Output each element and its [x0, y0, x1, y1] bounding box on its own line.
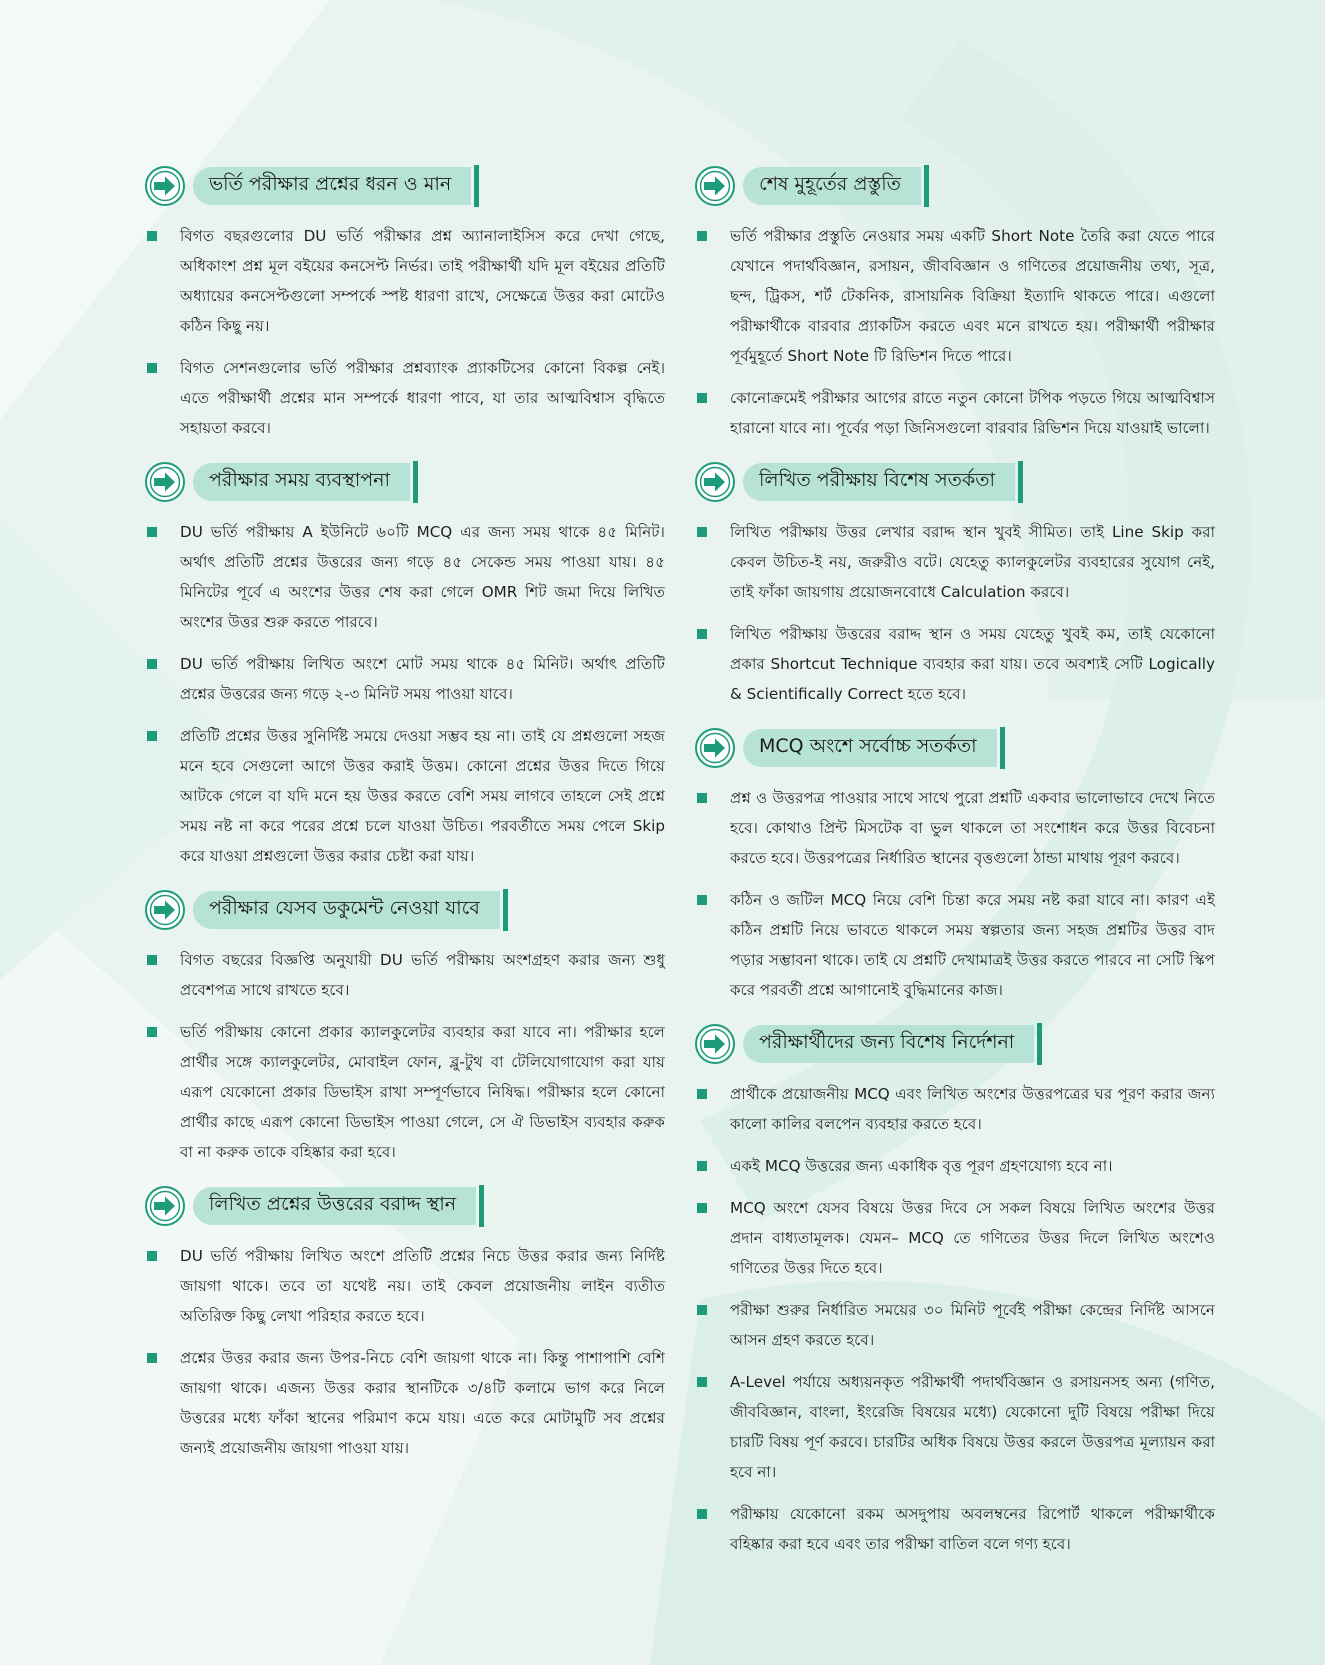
list-item — [145, 721, 665, 871]
list-item — [695, 221, 1215, 371]
section-title: পরীক্ষার যেসব ডকুমেন্ট নেওয়া যাবে — [193, 891, 500, 929]
green-square-bullet-icon — [147, 1353, 157, 1363]
green-square-bullet-icon — [697, 1509, 707, 1519]
left-column — [145, 165, 665, 1481]
green-square-bullet-icon — [147, 659, 157, 669]
list-item-text: DU ভর্তি পরীক্ষায় A ইউনিটে ৬০টি MCQ এর জন্য সময় থাকে ৪৫ মিনিট। অর্থাৎ প্রতিটি প্রশ্নের উত্তরের জন্য গড়ে ৪৫ সেকেন্ড সময় পাওয়া যায়। ৪৫ মিনিটের পূর্বে এ অংশের উত্তর শেষ করা গেলে OMR শিট জমা দিয়ে লিখিত অংশের উত্তর শুরু করতে পারবে। — [180, 523, 665, 631]
section-title: MCQ অংশে সর্বোচ্চ সতর্কতা — [743, 729, 997, 767]
list-item — [145, 517, 665, 637]
section — [145, 165, 665, 443]
green-square-bullet-icon — [697, 1203, 707, 1213]
list-item — [145, 353, 665, 443]
section-title: পরীক্ষার্থীদের জন্য বিশেষ নির্দেশনা — [743, 1025, 1034, 1063]
list-item-text: বিগত বছরের বিজ্ঞপ্তি অনুযায়ী DU ভর্তি পরীক্ষায় অংশগ্রহণ করার জন্য শুধু প্রবেশপত্র সাথে রাখতে হবে। — [180, 951, 665, 999]
list-item — [145, 945, 665, 1005]
list-item — [145, 1017, 665, 1167]
section-heading — [695, 461, 1215, 505]
list-item-text: DU ভর্তি পরীক্ষায় লিখিত অংশে প্রতিটি প্রশ্নের নিচে উত্তর করার জন্য নির্দিষ্ট জায়গা থাকে। তবে তা যথেষ্ট নয়। তাই কেবল প্রয়োজনীয় লাইন ব্যতীত অতিরিক্ত কিছু লেখা পরিহার করতে হবে। — [180, 1247, 665, 1325]
list-item — [145, 221, 665, 341]
list-item-text: প্রার্থীকে প্রয়োজনীয় MCQ এবং লিখিত অংশের উত্তরপত্রের ঘর পূরণ করার জন্য কালো কালির বলপেন ব্যবহার করতে হবে। — [730, 1085, 1215, 1133]
arrow-right-circle-icon — [145, 890, 185, 930]
green-square-bullet-icon — [697, 1305, 707, 1315]
bullet-list — [145, 1241, 665, 1463]
list-item-text: বিগত সেশনগুলোর ভর্তি পরীক্ষার প্রশ্নব্যাংক প্র্যাকটিসের কোনো বিকল্প নেই। এতে পরীক্ষার্থী প্রশ্নের মান সম্পর্কে ধারণা পাবে, যা তার আত্মবিশ্বাস বৃদ্ধিতে সহায়তা করবে। — [180, 359, 665, 437]
list-item — [145, 1241, 665, 1331]
list-item — [695, 1151, 1215, 1181]
list-item — [145, 1343, 665, 1463]
list-item-text: লিখিত পরীক্ষায় উত্তর লেখার বরাদ্দ স্থান খুবই সীমিত। তাই Line Skip করা কেবল উচিত-ই নয়, জরুরীও বটে। যেহেতু ক্যালকুলেটর ব্যবহারের সুযোগ নেই, তাই ফাঁকা জায়গায় প্রয়োজনবোধে Calculation করবে। — [730, 523, 1215, 601]
arrow-right-circle-icon — [695, 728, 735, 768]
list-item-text: কঠিন ও জটিল MCQ নিয়ে বেশি চিন্তা করে সময় নষ্ট করা যাবে না। কারণ এই কঠিন প্রশ্নটি নিয়ে ভাবতে থাকলে সময় স্বল্পতার জন্য সহজ প্রশ্নটির উত্তর বাদ পড়ার সম্ভাবনা থাকে। তাই যে প্রশ্নটি দেখামাত্রই উত্তর করতে পারবে না সেটি স্কিপ করে পরবর্তী প্রশ্নে আগানোই বুদ্ধিমানের কাজ। — [730, 891, 1215, 999]
section-title: লিখিত পরীক্ষায় বিশেষ সতর্কতা — [743, 463, 1015, 501]
section-title: লিখিত প্রশ্নের উত্তরের বরাদ্দ স্থান — [193, 1187, 476, 1225]
list-item — [695, 1499, 1215, 1559]
arrow-right-circle-icon — [695, 462, 735, 502]
list-item — [695, 1367, 1215, 1487]
green-square-bullet-icon — [697, 527, 707, 537]
list-item-text: একই MCQ উত্তরের জন্য একাধিক বৃত্ত পূরণ গ্রহণযোগ্য হবে না। — [730, 1157, 1113, 1175]
green-square-bullet-icon — [697, 793, 707, 803]
section — [695, 461, 1215, 709]
list-item — [695, 783, 1215, 873]
green-square-bullet-icon — [697, 1089, 707, 1099]
green-square-bullet-icon — [147, 731, 157, 741]
bullet-list — [145, 517, 665, 871]
list-item-text: প্রশ্ন ও উত্তরপত্র পাওয়ার সাথে সাথে পুরো প্রশ্নটি একবার ভালোভাবে দেখে নিতে হবে। কোথাও প্রিন্ট মিসটেক বা ভুল থাকলে তা সংশোধন করে উত্তর বিবেচনা করতে হবে। উত্তরপত্রের নির্ধারিত স্থানের বৃত্তগুলো ঠান্ডা মাথায় পূরণ করবে। — [730, 789, 1215, 867]
section — [145, 1185, 665, 1463]
green-square-bullet-icon — [147, 1251, 157, 1261]
list-item-text: ভর্তি পরীক্ষায় কোনো প্রকার ক্যালকুলেটর ব্যবহার করা যাবে না। পরীক্ষার হলে প্রার্থীর সঙ্গে ক্যালকুলেটর, মোবাইল ফোন, ব্লু-টুথ বা টেলিযোগাযোগ করা যায় এরূপ যেকোনো প্রকার ডিভাইস রাখা সম্পূর্ণভাবে নিষিদ্ধ। পরীক্ষার হলে কোনো প্রার্থীর কাছে এরূপ কোনো ডিভাইস পাওয়া গেলে, সে ঐ ডিভাইস ব্যবহার করুক বা না করুক তাকে বহিষ্কার করা হবে। — [180, 1023, 665, 1161]
section-heading — [145, 889, 665, 933]
green-square-bullet-icon — [147, 955, 157, 965]
list-item-text: A-Level পর্যায়ে অধ্যয়নকৃত পরীক্ষার্থী পদার্থবিজ্ঞান ও রসায়নসহ অন্য (গণিত, জীববিজ্ঞান, বাংলা, ইংরেজি বিষয়ের মধ্যে) যেকোনো দুটি বিষয়ে পরীক্ষা দিয়ে চারটি বিষয় পূর্ণ করবে। চারটির অধিক বিষয়ে উত্তর করলে উত্তরপত্র মূল্যায়ন করা হবে না। — [730, 1373, 1215, 1481]
section-title: পরীক্ষার সময় ব্যবস্থাপনা — [193, 463, 410, 501]
green-square-bullet-icon — [147, 1027, 157, 1037]
section-title: শেষ মুহূর্তের প্রস্তুতি — [743, 167, 921, 205]
section-heading — [145, 165, 665, 209]
section-heading — [695, 165, 1215, 209]
green-square-bullet-icon — [697, 393, 707, 403]
arrow-right-circle-icon — [145, 166, 185, 206]
green-square-bullet-icon — [697, 1377, 707, 1387]
list-item — [695, 1193, 1215, 1283]
arrow-right-circle-icon — [145, 1186, 185, 1226]
section — [145, 889, 665, 1167]
green-square-bullet-icon — [147, 363, 157, 373]
list-item-text: প্রতিটি প্রশ্নের উত্তর সুনির্দিষ্ট সময়ে দেওয়া সম্ভব হয় না। তাই যে প্রশ্নগুলো সহজ মনে হবে সেগুলো আগে উত্তর করাই উত্তম। কোনো প্রশ্নের উত্তর দিতে গিয়ে আটকে গেলে বা যদি মনে হয় উত্তর করতে বেশি সময় লাগবে তাহলে সেই প্রশ্নে সময় নষ্ট না করে পরের প্রশ্নে চলে যাওয়া উচিত। পরবর্তীতে সময় পেলে Skip করে যাওয়া প্রশ্নগুলো উত্তর করার চেষ্টা করা যায়। — [180, 727, 665, 865]
green-square-bullet-icon — [697, 231, 707, 241]
list-item — [695, 619, 1215, 709]
list-item-text: DU ভর্তি পরীক্ষায় লিখিত অংশে মোট সময় থাকে ৪৫ মিনিট। অর্থাৎ প্রতিটি প্রশ্নের উত্তরের জন্য গড়ে ২-৩ মিনিট সময় পাওয়া যাবে। — [180, 655, 665, 703]
right-column — [695, 165, 1215, 1577]
bullet-list — [145, 945, 665, 1167]
list-item — [695, 383, 1215, 443]
section-heading — [145, 1185, 665, 1229]
list-item — [695, 1295, 1215, 1355]
section-heading — [695, 727, 1215, 771]
section — [695, 727, 1215, 1005]
list-item-text: MCQ অংশে যেসব বিষয়ে উত্তর দিবে সে সকল বিষয়ে লিখিত অংশের উত্তর প্রদান বাধ্যতামূলক। যেমন– MCQ তে গণিতের উত্তর দিলে লিখিত অংশেও গণিতের উত্তর দিতে হবে। — [730, 1199, 1215, 1277]
bullet-list — [695, 517, 1215, 709]
section — [145, 461, 665, 871]
list-item-text: বিগত বছরগুলোর DU ভর্তি পরীক্ষার প্রশ্ন অ্যানালাইসিস করে দেখা গেছে, অধিকাংশ প্রশ্ন মূল বইয়ের কনসেপ্ট নির্ভর। তাই পরীক্ষার্থী যদি মূল বইয়ের প্রতিটি অধ্যায়ের কনসেপ্টগুলো সম্পর্কে স্পষ্ট ধারণা রাখে, সেক্ষেত্রে উত্তর করা মোটেও কঠিন কিছু নয়। — [180, 227, 665, 335]
list-item-text: ভর্তি পরীক্ষার প্রস্তুতি নেওয়ার সময় একটি Short Note তৈরি করা যেতে পারে যেখানে পদার্থবিজ্ঞান, রসায়ন, জীববিজ্ঞান ও গণিতের প্রয়োজনীয় তথ্য, সূত্র, ছন্দ, ট্রিকস, শর্ট টেকনিক, রাসায়নিক বিক্রিয়া ইত্যাদি থাকতে পারে। এগুলো পরীক্ষার্থীকে বারবার প্র্যাকটিস করতে এবং মনে রাখতে হয়। পরীক্ষার্থী পরীক্ষার পূর্বমুহূর্তে Short Note টি রিভিশন দিতে পারে। — [730, 227, 1215, 365]
list-item-text: কোনোক্রমেই পরীক্ষার আগের রাতে নতুন কোনো টপিক পড়তে গিয়ে আত্মবিশ্বাস হারানো যাবে না। পূর্বের পড়া জিনিসগুলো বারবার রিভিশন দিয়ে যাওয়াই ভালো। — [730, 389, 1215, 437]
green-square-bullet-icon — [697, 629, 707, 639]
list-item-text: প্রশ্নের উত্তর করার জন্য উপর-নিচে বেশি জায়গা থাকে না। কিন্তু পাশাপাশি বেশি জায়গা থাকে। এজন্য উত্তর করার স্থানটিকে ৩/৪টি কলামে ভাগ করে নিলে উত্তরের মধ্যে ফাঁকা স্থানের পরিমাণ কমে যায়। এতে করে মোটামুটি সব প্রশ্নের জন্যই প্রয়োজনীয় জায়গা পাওয়া যায়। — [180, 1349, 665, 1457]
list-item — [695, 885, 1215, 1005]
list-item-text: পরীক্ষায় যেকোনো রকম অসদুপায় অবলম্বনের রিপোর্ট থাকলে পরীক্ষার্থীকে বহিষ্কার করা হবে এবং তার পরীক্ষা বাতিল বলে গণ্য হবে। — [730, 1505, 1215, 1553]
list-item — [695, 1079, 1215, 1139]
list-item-text: লিখিত পরীক্ষায় উত্তরের বরাদ্দ স্থান ও সময় যেহেতু খুবই কম, তাই যেকোনো প্রকার Shortcut Technique ব্যবহার করা যায়। তবে অবশ্যই সেটি Logically & Scientifically Correct হতে হবে। — [730, 625, 1215, 703]
section-title: ভর্তি পরীক্ষার প্রশ্নের ধরন ও মান — [193, 167, 471, 205]
list-item-text: পরীক্ষা শুরুর নির্ধারিত সময়ের ৩০ মিনিট পূর্বেই পরীক্ষা কেন্দ্রের নির্দিষ্ট আসনে আসন গ্রহণ করতে হবে। — [730, 1301, 1215, 1349]
arrow-right-circle-icon — [145, 462, 185, 502]
arrow-right-circle-icon — [695, 1024, 735, 1064]
green-square-bullet-icon — [697, 1161, 707, 1171]
section — [695, 165, 1215, 443]
bullet-list — [145, 221, 665, 443]
bullet-list — [695, 1079, 1215, 1559]
bullet-list — [695, 221, 1215, 443]
arrow-right-circle-icon — [695, 166, 735, 206]
section-heading — [695, 1023, 1215, 1067]
bullet-list — [695, 783, 1215, 1005]
green-square-bullet-icon — [697, 895, 707, 905]
section — [695, 1023, 1215, 1559]
section-heading — [145, 461, 665, 505]
green-square-bullet-icon — [147, 231, 157, 241]
list-item — [695, 517, 1215, 607]
green-square-bullet-icon — [147, 527, 157, 537]
list-item — [145, 649, 665, 709]
